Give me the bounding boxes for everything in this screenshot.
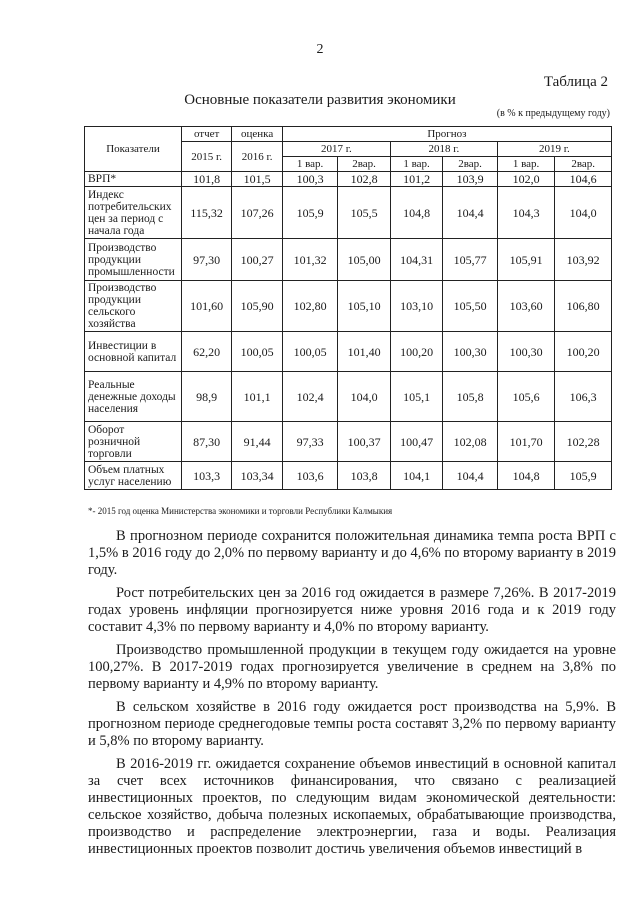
header-forecast: Прогноз [282,127,611,142]
header-2018-var1: 1 вар. [390,157,442,172]
value-cell: 115,32 [181,187,231,239]
indicator-name: Объем платных услуг населению [85,462,182,490]
value-cell: 104,8 [390,187,442,239]
value-cell: 105,91 [497,239,555,281]
value-cell: 100,30 [497,332,555,372]
value-cell: 101,70 [497,422,555,462]
table-row [85,187,612,239]
table-title: Основные показатели развития экономики [184,92,456,108]
value-cell: 103,3 [181,462,231,490]
value-cell: 103,6 [282,462,338,490]
value-cell: 97,33 [282,422,338,462]
table-label: Таблица 2 [543,74,608,90]
table-row [85,422,612,462]
indicator-name: Оборот розничной торговли [85,422,182,462]
value-cell: 105,00 [338,239,390,281]
value-cell: 98,9 [181,372,231,422]
indicator-name: Производство продукции промышленности [85,239,182,281]
value-cell: 105,77 [443,239,498,281]
header-2016: 2016 г. [232,142,282,172]
indicator-name: Реальные денежные доходы населения [85,372,182,422]
value-cell: 107,26 [232,187,282,239]
value-cell: 103,34 [232,462,282,490]
value-cell: 100,05 [282,332,338,372]
value-cell: 104,4 [443,187,498,239]
header-actual: отчет [181,127,231,142]
value-cell: 102,08 [443,422,498,462]
value-cell: 104,0 [338,372,390,422]
value-cell: 105,1 [390,372,442,422]
table-footnote: *- 2015 год оценка Министерства экономики и торговли Республики Калмыкия [88,506,393,516]
indicator-name: Инвестиции в основной капитал [85,332,182,372]
value-cell: 103,60 [497,281,555,332]
header-row-1 [85,127,612,142]
value-cell: 87,30 [181,422,231,462]
value-cell: 102,80 [282,281,338,332]
value-cell: 102,8 [338,172,390,187]
header-2017: 2017 г. [282,142,390,157]
paragraph: Производство промышленной продукции в текущем году ожидается на уровне 100,27%. В 2017-2019 годах прогнозируется увеличение в среднем на 3,8% по первому варианту и 4,9% по второму варианту. [88,642,616,692]
economic-indicators-table [84,126,612,490]
value-cell: 105,8 [443,372,498,422]
header-indicators: Показатели [85,127,182,172]
table-row [85,239,612,281]
paragraph: В прогнозном периоде сохранится положительная динамика темпа роста ВРП с 1,5% в 2016 году до 2,0% по первому варианту и до 4,6% по второму варианту в 2019 году. [88,528,616,578]
value-cell: 105,9 [282,187,338,239]
header-2019-var2: 2вар. [555,157,612,172]
value-cell: 100,37 [338,422,390,462]
table-row [85,172,612,187]
value-cell: 103,10 [390,281,442,332]
value-cell: 100,47 [390,422,442,462]
table-body [85,172,612,490]
value-cell: 104,4 [443,462,498,490]
unit-note: (в % к предыдущему году) [496,108,610,119]
paragraph: Рост потребительских цен за 2016 год ожидается в размере 7,26%. В 2017-2019 годах уровень инфляции прогнозируется ниже уровня 2016 года и к 2019 году составит 4,3% по первому варианту и 4,0% по второму варианту. [88,585,616,635]
value-cell: 101,60 [181,281,231,332]
value-cell: 105,90 [232,281,282,332]
value-cell: 101,2 [390,172,442,187]
paragraph: В 2016-2019 гг. ожидается сохранение объемов инвестиций в основной капитал за счет всех источников финансирования, что связано с реализацией инвестиционных проектов, по следующим видам экономической деятельности: сельское хозяйство, добыча полезных ископаемых, обрабатывающие производства, производство и распределение электроэнергии, газа и воды. Реализация инвестиционных проектов позволит достичь увеличения объемов инвестиций в [88,756,616,857]
value-cell: 104,1 [390,462,442,490]
value-cell: 97,30 [181,239,231,281]
value-cell: 106,80 [555,281,612,332]
table-row [85,372,612,422]
value-cell: 105,9 [555,462,612,490]
body-text [88,528,616,864]
indicator-name: ВРП* [85,172,182,187]
value-cell: 100,20 [390,332,442,372]
table-row [85,332,612,372]
indicator-name: Производство продукции сельского хозяйства [85,281,182,332]
value-cell: 105,6 [497,372,555,422]
value-cell: 100,3 [282,172,338,187]
value-cell: 102,4 [282,372,338,422]
header-2015: 2015 г. [181,142,231,172]
value-cell: 100,20 [555,332,612,372]
value-cell: 91,44 [232,422,282,462]
header-2018-var2: 2вар. [443,157,498,172]
table-row [85,281,612,332]
value-cell: 103,92 [555,239,612,281]
page-number: 2 [316,42,324,57]
value-cell: 100,05 [232,332,282,372]
value-cell: 101,1 [232,372,282,422]
value-cell: 100,30 [443,332,498,372]
value-cell: 101,40 [338,332,390,372]
value-cell: 103,9 [443,172,498,187]
table-row [85,462,612,490]
value-cell: 62,20 [181,332,231,372]
header-2018: 2018 г. [390,142,497,157]
value-cell: 105,5 [338,187,390,239]
value-cell: 102,0 [497,172,555,187]
value-cell: 105,50 [443,281,498,332]
header-2019: 2019 г. [497,142,611,157]
value-cell: 104,0 [555,187,612,239]
value-cell: 101,5 [232,172,282,187]
header-estimate: оценка [232,127,282,142]
header-2017-var1: 1 вар. [282,157,338,172]
value-cell: 104,31 [390,239,442,281]
value-cell: 105,10 [338,281,390,332]
value-cell: 104,6 [555,172,612,187]
value-cell: 101,32 [282,239,338,281]
header-2017-var2: 2вар. [338,157,390,172]
header-2019-var1: 1 вар. [497,157,555,172]
value-cell: 103,8 [338,462,390,490]
value-cell: 104,3 [497,187,555,239]
value-cell: 102,28 [555,422,612,462]
paragraph: В сельском хозяйстве в 2016 году ожидается рост производства на 5,9%. В прогнозном периоде среднегодовые темпы роста составят 3,2% по первому варианту и 5,8% по второму варианту. [88,699,616,749]
value-cell: 104,8 [497,462,555,490]
value-cell: 106,3 [555,372,612,422]
value-cell: 101,8 [181,172,231,187]
indicator-name: Индекс потребительских цен за период с начала года [85,187,182,239]
value-cell: 100,27 [232,239,282,281]
